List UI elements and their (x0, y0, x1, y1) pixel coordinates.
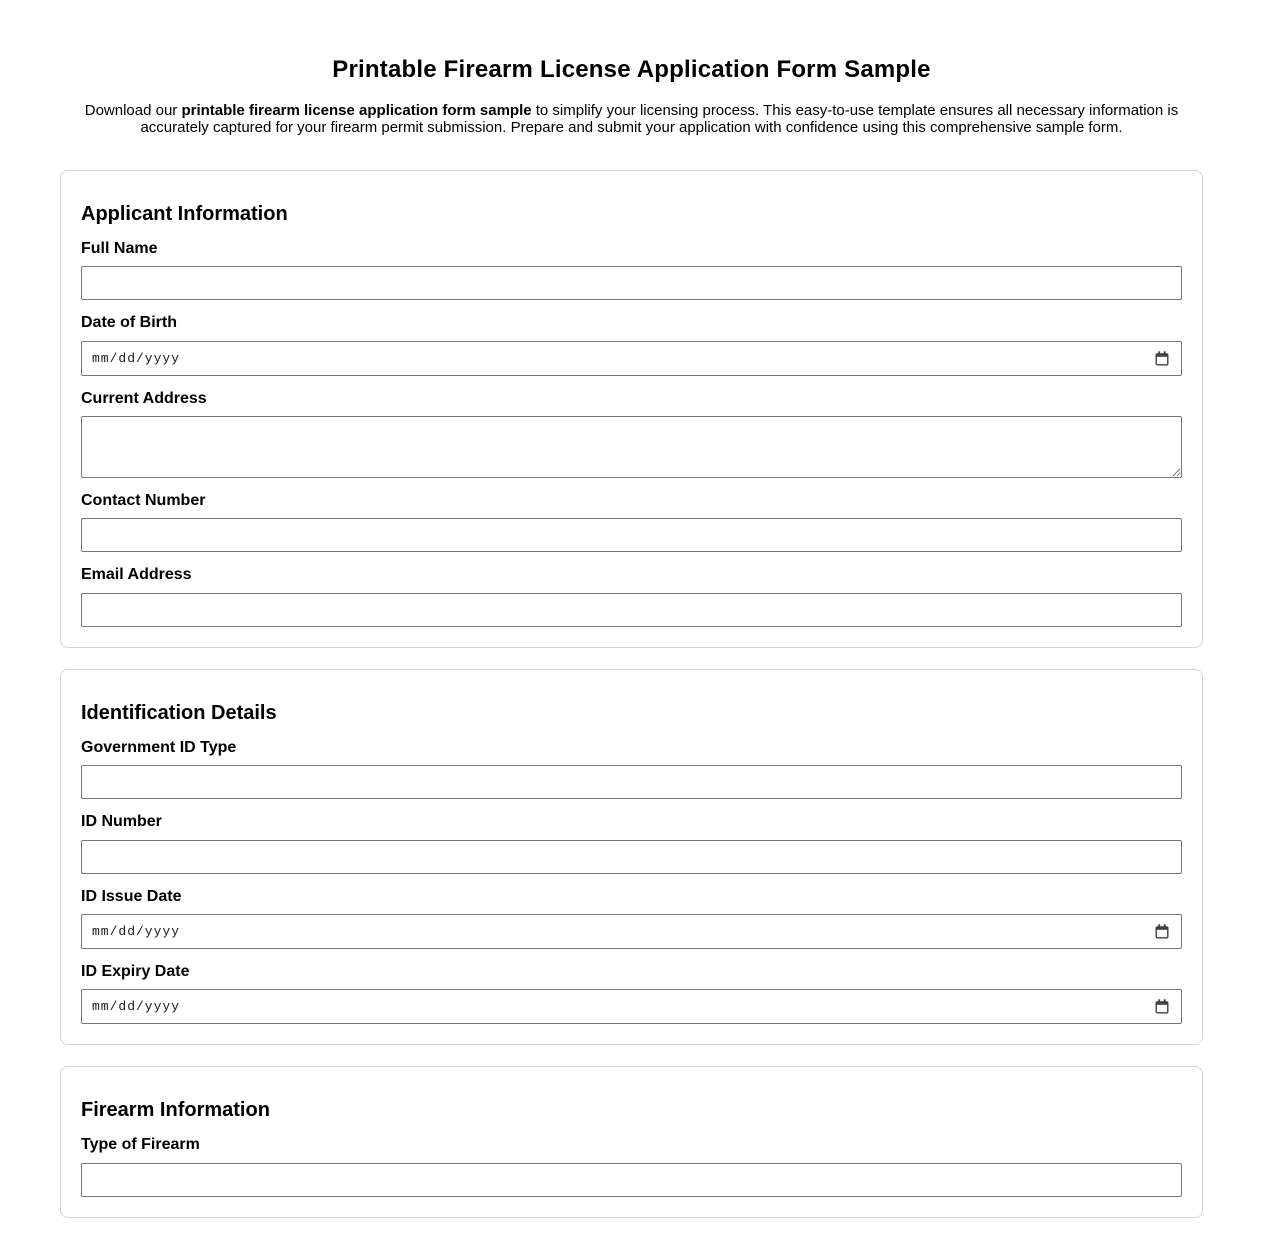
date-placeholder: mm/dd/yyyy (92, 999, 181, 1015)
email-address-label: Email Address (81, 566, 192, 584)
form-sections (60, 170, 1203, 1218)
email-address-input[interactable] (81, 593, 1182, 627)
full-name-input[interactable] (81, 266, 1182, 300)
contact-number-label: Contact Number (81, 491, 206, 509)
section-card (60, 1066, 1203, 1217)
field-id-issue-date (81, 888, 1182, 949)
id-number-input[interactable] (81, 840, 1182, 874)
calendar-icon[interactable] (1155, 924, 1169, 939)
type-of-firearm-input[interactable] (81, 1163, 1182, 1197)
field-date-of-birth (81, 314, 1182, 375)
calendar-icon[interactable] (1155, 999, 1169, 1014)
section-card (60, 170, 1203, 648)
section-heading: Identification Details (81, 701, 277, 724)
field-id-expiry-date (81, 963, 1182, 1024)
intro-text (79, 102, 1185, 137)
id-expiry-date-input[interactable] (81, 989, 1182, 1024)
type-of-firearm-label: Type of Firearm (81, 1136, 200, 1154)
contact-number-input[interactable] (81, 518, 1182, 552)
section-card (60, 669, 1203, 1046)
id-issue-date-input[interactable] (81, 914, 1182, 949)
date-placeholder: mm/dd/yyyy (92, 923, 181, 939)
field-email-address (81, 566, 1182, 626)
government-id-type-label: Government ID Type (81, 738, 237, 756)
id-expiry-date-label: ID Expiry Date (81, 962, 190, 980)
field-type-of-firearm (81, 1136, 1182, 1196)
intro-bold: printable firearm license application form sample (181, 102, 532, 119)
section-heading: Applicant Information (81, 202, 288, 225)
full-name-label: Full Name (81, 239, 158, 257)
date-of-birth-label: Date of Birth (81, 314, 177, 332)
field-government-id-type (81, 739, 1182, 799)
id-number-label: ID Number (81, 813, 162, 831)
page-title: Printable Firearm License Application Form Sample (332, 56, 931, 83)
intro-suffix: to simplify your licensing process. This easy-to-use template ensures all necessary information is accurately captured for your firearm permit submission. Prepare and submit your application with confidence using this comprehensive sample form. (140, 102, 1179, 137)
calendar-icon[interactable] (1155, 351, 1169, 366)
section-heading: Firearm Information (81, 1099, 270, 1122)
id-issue-date-label: ID Issue Date (81, 887, 182, 905)
field-current-address (81, 390, 1182, 478)
current-address-label: Current Address (81, 389, 207, 407)
government-id-type-input[interactable] (81, 765, 1182, 799)
date-of-birth-input[interactable] (81, 341, 1182, 376)
current-address-input[interactable] (81, 416, 1182, 478)
field-full-name (81, 240, 1182, 300)
intro-prefix: Download our (84, 102, 182, 119)
field-id-number (81, 813, 1182, 873)
date-placeholder: mm/dd/yyyy (92, 350, 181, 366)
field-contact-number (81, 492, 1182, 552)
